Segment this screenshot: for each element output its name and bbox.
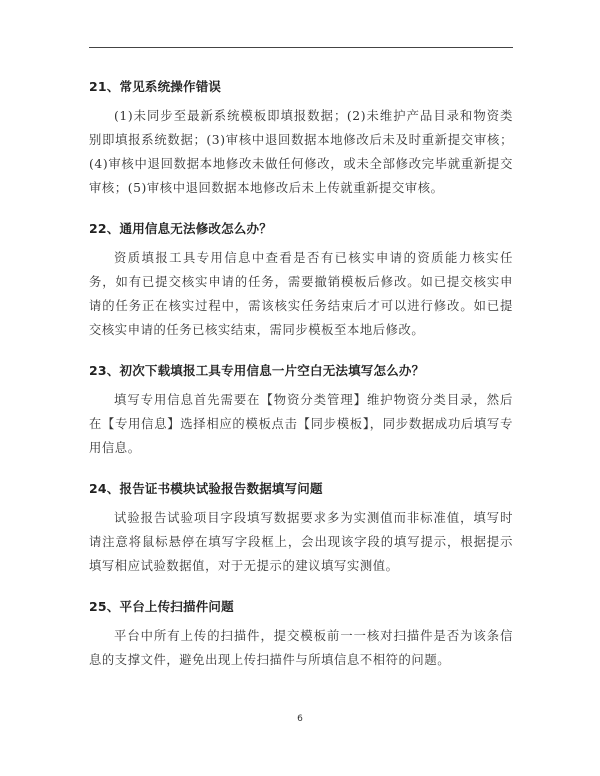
page-number: 6	[297, 714, 303, 724]
section-heading: 22、通用信息无法修改怎么办？	[89, 221, 272, 236]
section-body: 资质填报工具专用信息中查看是否有已核实申请的资质能力核实任务，如有已提交核实申请的任务，需要撤销模板后修改。如已提交核实申请的任务正在核实过程中，需该核实任务结束后才可以进行修改。如已提交核实申请的任务已核实结束，需同步模板至本地后修改。	[89, 251, 513, 337]
header-rule	[89, 47, 513, 48]
section-heading: 25、平台上传扫描件问题	[89, 599, 234, 614]
section-heading: 21、常见系统操作错误	[89, 79, 222, 94]
section-heading: 23、初次下载填报工具专用信息一片空白无法填写怎么办？	[89, 363, 425, 378]
section-body: 平台中所有上传的扫描件，提交模板前一一核对扫描件是否为该条信息的支撑文件，避免出现上传扫描件与所填信息不相符的问题。	[89, 629, 513, 667]
section-body: (1)未同步至最新系统模板即填报数据；(2)未维护产品目录和物资类别即填报系统数据；(3)审核中退回数据本地修改后未及时重新提交审核；(4)审核中退回数据本地修改未做任何修改，或未全部修改完毕就重新提交审核；(5)审核中退回数据本地修改后未上传就重新提交审核。	[89, 109, 513, 195]
section-25	[89, 598, 513, 672]
page-content	[89, 78, 513, 672]
section-24	[89, 480, 513, 578]
section-22	[89, 220, 513, 342]
section-body: 试验报告试验项目字段填写数据要求多为实测值而非标准值，填写时请注意将鼠标悬停在填写字段框上，会出现该字段的填写提示，根据提示填写相应试验数据值，对于无提示的建议填写实测值。	[89, 511, 513, 573]
section-body: 填写专用信息首先需要在【物资分类管理】维护物资分类目录，然后在【专用信息】选择相应的模板点击【同步模板】，同步数据成功后填写专用信息。	[89, 393, 513, 455]
section-heading: 24、报告证书模块试验报告数据填写问题	[89, 481, 323, 496]
section-23	[89, 362, 513, 460]
section-21	[89, 78, 513, 200]
